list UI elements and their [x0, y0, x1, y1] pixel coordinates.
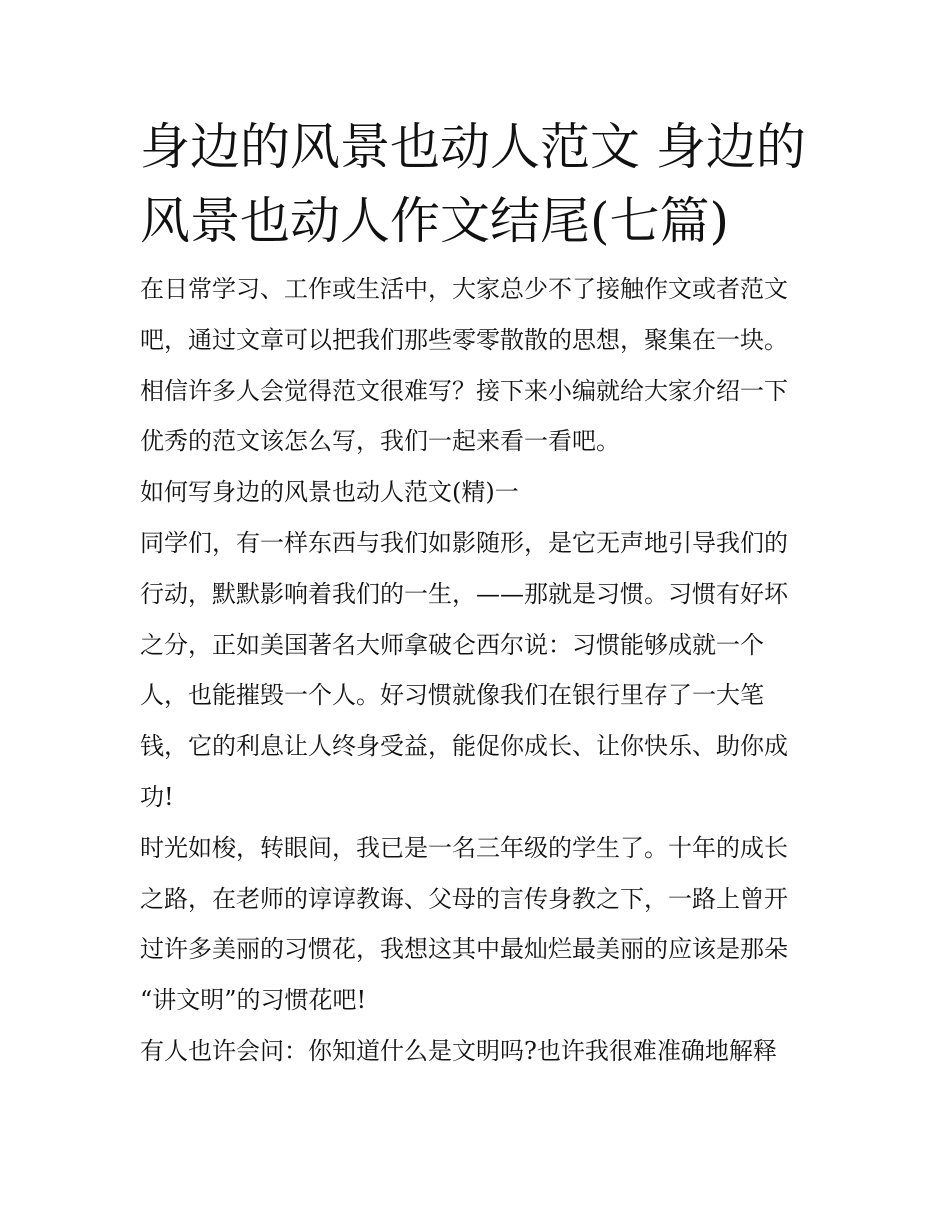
text-line: 相信许多人会觉得范文很难写？接下来小编就给大家介绍一下	[140, 376, 788, 405]
text-line: 吧，通过文章可以把我们那些零零散散的思想，聚集在一块。	[140, 325, 788, 354]
title-line: 身边的风景也动人范文 身边的	[140, 118, 806, 176]
intro-paragraph	[140, 264, 812, 467]
question-paragraph	[140, 1026, 812, 1077]
text-line: 时光如梭，转眼间，我已是一名三年级的学生了。十年的成长	[140, 833, 788, 862]
text-line: 如何写身边的风景也动人范文(精)一	[140, 478, 519, 507]
growth-paragraph	[140, 823, 812, 1026]
text-line: 在日常学习、工作或生活中，大家总少不了接触作文或者范文	[140, 275, 788, 303]
text-line: 优秀的范文该怎么写，我们一起来看一看吧。	[140, 427, 620, 456]
text-line: 过许多美丽的习惯花，我想这其中最灿烂最美丽的应该是那朵	[140, 935, 788, 964]
text-line: 钱，它的利息让人终身受益，能促你成长、让你快乐、助你成	[140, 732, 788, 761]
text-line: “讲文明”的习惯花吧!	[140, 986, 367, 1015]
text-line: 功!	[140, 782, 174, 811]
text-line: 有人也许会问：你知道什么是文明吗?也许我很难准确地解释	[140, 1036, 777, 1065]
section-heading	[140, 467, 812, 518]
document-title	[140, 110, 812, 258]
text-line: 同学们，有一样东西与我们如影随形，是它无声地引导我们的	[140, 528, 788, 557]
text-line: 之路，在老师的谆谆教诲、父母的言传身教之下，一路上曾开	[140, 884, 788, 913]
text-line: 人，也能摧毁一个人。好习惯就像我们在银行里存了一大笔	[140, 681, 764, 710]
document-page	[140, 110, 812, 1077]
text-line: 之分，正如美国著名大师拿破仑西尔说：习惯能够成就一个	[140, 630, 764, 659]
title-line: 风景也动人作文结尾(七篇)	[140, 192, 730, 250]
habit-paragraph	[140, 518, 812, 823]
text-line: 行动，默默影响着我们的一生，——那就是习惯。习惯有好坏	[140, 579, 788, 608]
